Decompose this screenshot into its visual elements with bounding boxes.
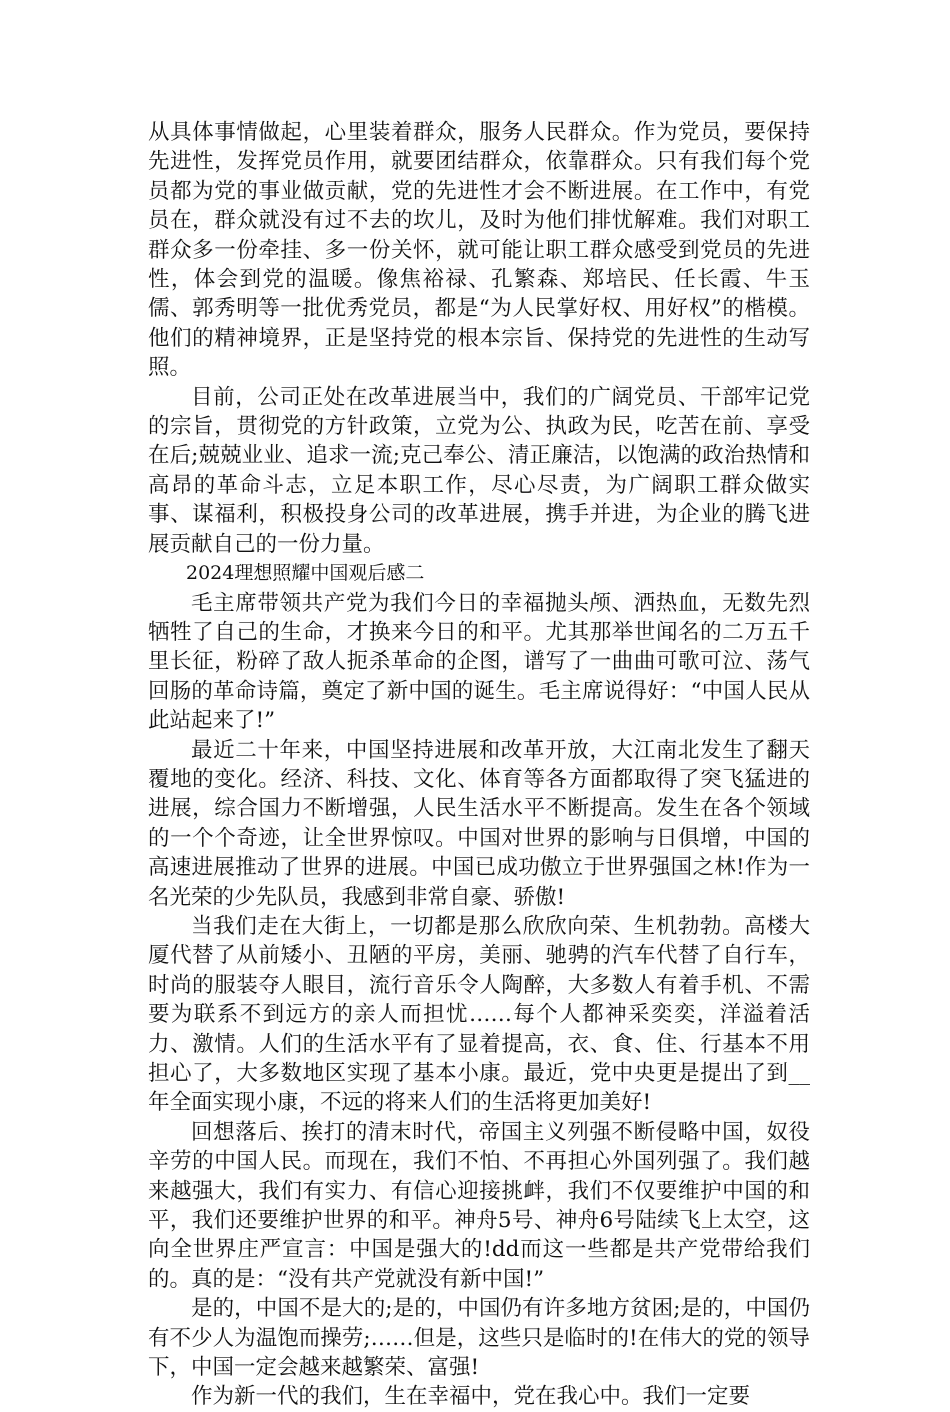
paragraph-6: 回想落后、挨打的清末时代，帝国主义列强不断侵略中国，奴役辛劳的中国人民。而现在，我们不怕、不再担心外国列强了。我们越来越强大，我们有实力、有信心迎接挑衅，我们不仅要维护中国的和平，我们还要维护世界的和平。神舟5号、神舟6号陆续飞上太空，这向全世界庄严宣言：中国是强大的!dd而这一些都是共产党带给我们的。真的是：“没有共产党就没有新中国!” [148,1119,810,1292]
paragraph-3: 毛主席带领共产党为我们今日的幸福抛头颅、洒热血，无数先烈牺牲了自己的生命，才换来今日的和平。尤其那举世闻名的二万五千里长征，粉碎了敌人扼杀革命的企图，谱写了一曲曲可歌可泣、荡气回肠的革命诗篇，奠定了新中国的诞生。毛主席说得好：“中国人民从此站起来了!” [148,590,810,734]
paragraph-2: 目前，公司正处在改革进展当中，我们的广阔党员、干部牢记党的宗旨，贯彻党的方针政策，立党为公、执政为民，吃苦在前、享受在后;兢兢业业、追求一流;克己奉公、清正廉洁，以饱满的政治热情和高昂的革命斗志，立足本职工作，尽心尽责，为广阔职工群众做实事、谋福利，积极投身公司的改革进展，携手并进，为企业的腾飞进展贡献自己的一份力量。 [148,384,810,557]
document-body [148,118,810,1412]
section-heading: 2024理想照耀中国观后感二 [186,562,425,585]
paragraph-8: 作为新一代的我们，生在幸福中，党在我心中。我们一定要 [191,1384,751,1410]
paragraph-4: 最近二十年来，中国坚持进展和改革开放，大江南北发生了翻天覆地的变化。经济、科技、文化、体育等各方面都取得了突飞猛进的进展，综合国力不断增强，人民生活水平不断提高。发生在各个领域的一个个奇迹，让全世界惊叹。中国对世界的影响与日俱增，中国的高速进展推动了世界的进展。中国已成功傲立于世界强国之林!作为一名光荣的少先队员，我感到非常自豪、骄傲! [148,737,810,910]
paragraph-7: 是的，中国不是大的;是的，中国仍有许多地方贫困;是的，中国仍有不少人为温饱而操劳;……但是，这些只是临时的!在伟大的党的领导下，中国一定会越来越繁荣、富强! [148,1296,810,1381]
paragraph-1: 从具体事情做起，心里装着群众，服务人民群众。作为党员，要保持先进性，发挥党员作用，就要团结群众，依靠群众。只有我们每个党员都为党的事业做贡献，党的先进性才会不断进展。在工作中，有党员在，群众就没有过不去的坎儿，及时为他们排忧解难。我们对职工群众多一份牵挂、多一份关怀，就可能让职工群众感受到党员的先进性，体会到党的温暖。像焦裕禄、孔繁森、郑培民、任长霞、牛玉儒、郭秀明等一批优秀党员，都是“为人民掌好权、用好权”的楷模。他们的精神境界，正是坚持党的根本宗旨、保持党的先进性的生动写照。 [148,120,810,381]
paragraph-5: 当我们走在大街上，一切都是那么欣欣向荣、生机勃勃。高楼大厦代替了从前矮小、丑陋的平房，美丽、驰骋的汽车代替了自行车，时尚的服装夺人眼目，流行音乐令人陶醉，大多数人有着手机、不需要为联系不到远方的亲人而担忧……每个人都神采奕奕，洋溢着活力、激情。人们的生活水平有了显着提高，衣、食、住、行基本不用担心了，大多数地区实现了基本小康。最近，党中央更是提出了到__年全面实现小康，不远的将来人们的生活将更加美好! [148,913,810,1116]
